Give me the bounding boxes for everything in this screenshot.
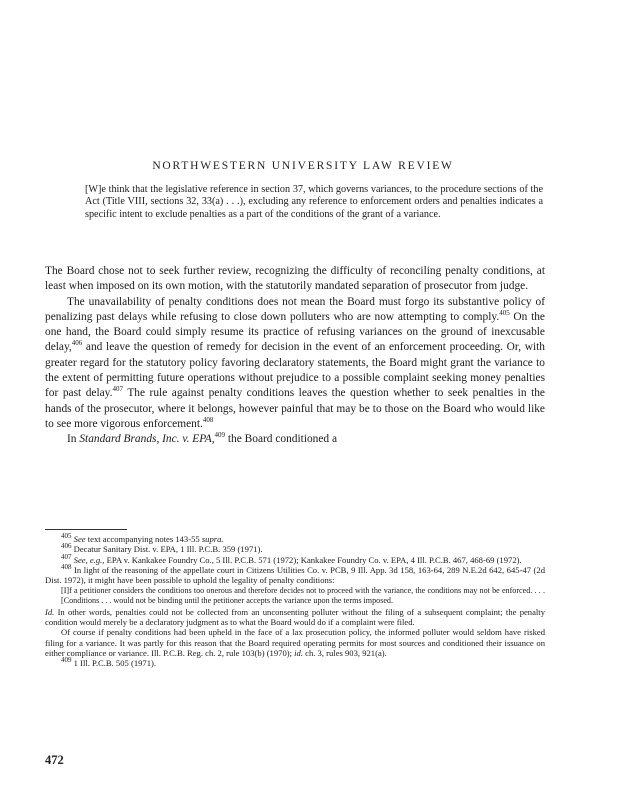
footnote-ref: 409: [214, 431, 226, 440]
signal: id.: [294, 648, 303, 659]
footnote: [45, 658, 545, 668]
signal: supra.: [201, 534, 224, 544]
footnote: [45, 544, 545, 554]
footnote-number: 408: [61, 563, 72, 572]
running-head: NORTHWESTERN UNIVERSITY LAW REVIEW: [152, 160, 454, 172]
footnote: [45, 565, 545, 586]
text-run: The unavailability of penalty conditions does not mean the Board must forgo its substantive policy of penalizing past delays while refusing to close down polluters who are now attempting to comply.: [45, 295, 545, 323]
signal: See: [73, 534, 86, 544]
case-name: Standard Brands, Inc. v. EPA,: [79, 433, 215, 446]
text-run: 1 Ill. P.C.B. 505 (1971).: [73, 658, 157, 669]
text-run: ch. 3, rules 903, 921(a).: [303, 648, 387, 659]
footnote-continuation: [45, 627, 545, 658]
footnote-ref: 407: [112, 385, 123, 394]
footnote-number: 405: [61, 532, 72, 541]
paragraph: [45, 432, 545, 447]
text-run: Of course if penalty conditions had been upheld in the face of a lax prosecution policy, the informed polluter would seldom have risked filing for a variance. It was partly for this reason that the Board required operating permits for most sources and conditioned their issuance on either compliance or variance. Ill. P.C.B. Reg. ch. 2, rule 103(b) (1970);: [45, 627, 545, 659]
text-run: In light of the reasoning of the appellate court in Citizens Utilities Co. v. PCB, 9 Ill. App. 3d 158, 163-64, 289 N.E.2d 642, 645-47 (2d Dist. 1972), it might have been possible to uphold the legality of penalty conditions:: [45, 564, 546, 586]
footnote-ref: 408: [202, 416, 214, 425]
paragraph: [45, 295, 545, 433]
text-run: the Board conditioned a: [225, 433, 338, 446]
footnote-block-quote: [I]f a petitioner considers the conditions too onerous and therefore decides not to proceed with the variance, the conditions may not be enforced. . . . [Conditions . . . would not be binding until the petitioner accepts the variance upon the terms imposed.: [61, 586, 545, 606]
footnotes: [45, 534, 545, 669]
page-number: 472: [45, 753, 64, 767]
footnote-number: 407: [61, 552, 72, 561]
signal: See, e.g.,: [73, 554, 105, 565]
footnote-number: 409: [61, 656, 72, 665]
text-run: In: [67, 433, 80, 446]
footnote-ref: 406: [71, 339, 83, 348]
text-run: The rule against penalty conditions leaves the question whether to seek penalties in the hands of the prosecutor, where it belongs, however painful that may be to those on the Board who would like to see more vigorous enforcement.: [45, 387, 545, 430]
footnote-continuation: [45, 607, 545, 628]
footnote-divider: [45, 529, 127, 530]
text-run: and leave the question of remedy for decision in the event of an enforcement proceeding. Or, with greater regard for the statutory policy favoring declaratory statements, the Board might grant the variance to the extent of permitting future operations without prejudice to a possible complaint seeking money penalties for past delay.: [45, 341, 545, 400]
text-run: text accompanying notes 143-55: [85, 534, 202, 544]
paragraph: The Board chose not to seek further review, recognizing the difficulty of reconciling penalty conditions, at least when imposed on its own motion, with the statutorily mandated separation of prosecutor from judge.: [45, 265, 545, 293]
footnote-ref: 405: [499, 309, 510, 318]
body-text: [45, 264, 545, 448]
text-run: In other words, penalties could not be collected from an unconsenting polluter without the filing of a subsequent complaint; the penalty condition would merely be a declaratory judgment as to what the Board would do if a complaint were filed.: [45, 606, 545, 628]
text-run: Decatur Sanitary Dist. v. EPA, 1 Ill. P.C.B. 359 (1971).: [73, 544, 263, 555]
footnote: [45, 534, 545, 544]
footnote-number: 406: [61, 542, 72, 551]
text-run: On the one hand, the Board could simply resume its practice of refusing variances on the ground of inexcusable delay,: [45, 310, 545, 354]
footnote: [45, 552, 545, 565]
text-run: EPA v. Kankakee Foundry Co., 5 Ill. P.C.B. 571 (1972); Kankakee Foundry Co. v. EPA, 4 Ill. P.C.B. 467, 468-69 (1972).: [104, 554, 522, 565]
block-quote: [W]e think that the legislative reference in section 37, which governs variances, to the procedure sections of the Act (Title VIII, sections 32, 33(a) . . .), excluding any reference to enforcement orders and penalties indicates a specific intent to exclude penalties as a part of the conditions of the grant of a variance.: [85, 184, 543, 220]
signal: Id.: [45, 606, 55, 617]
